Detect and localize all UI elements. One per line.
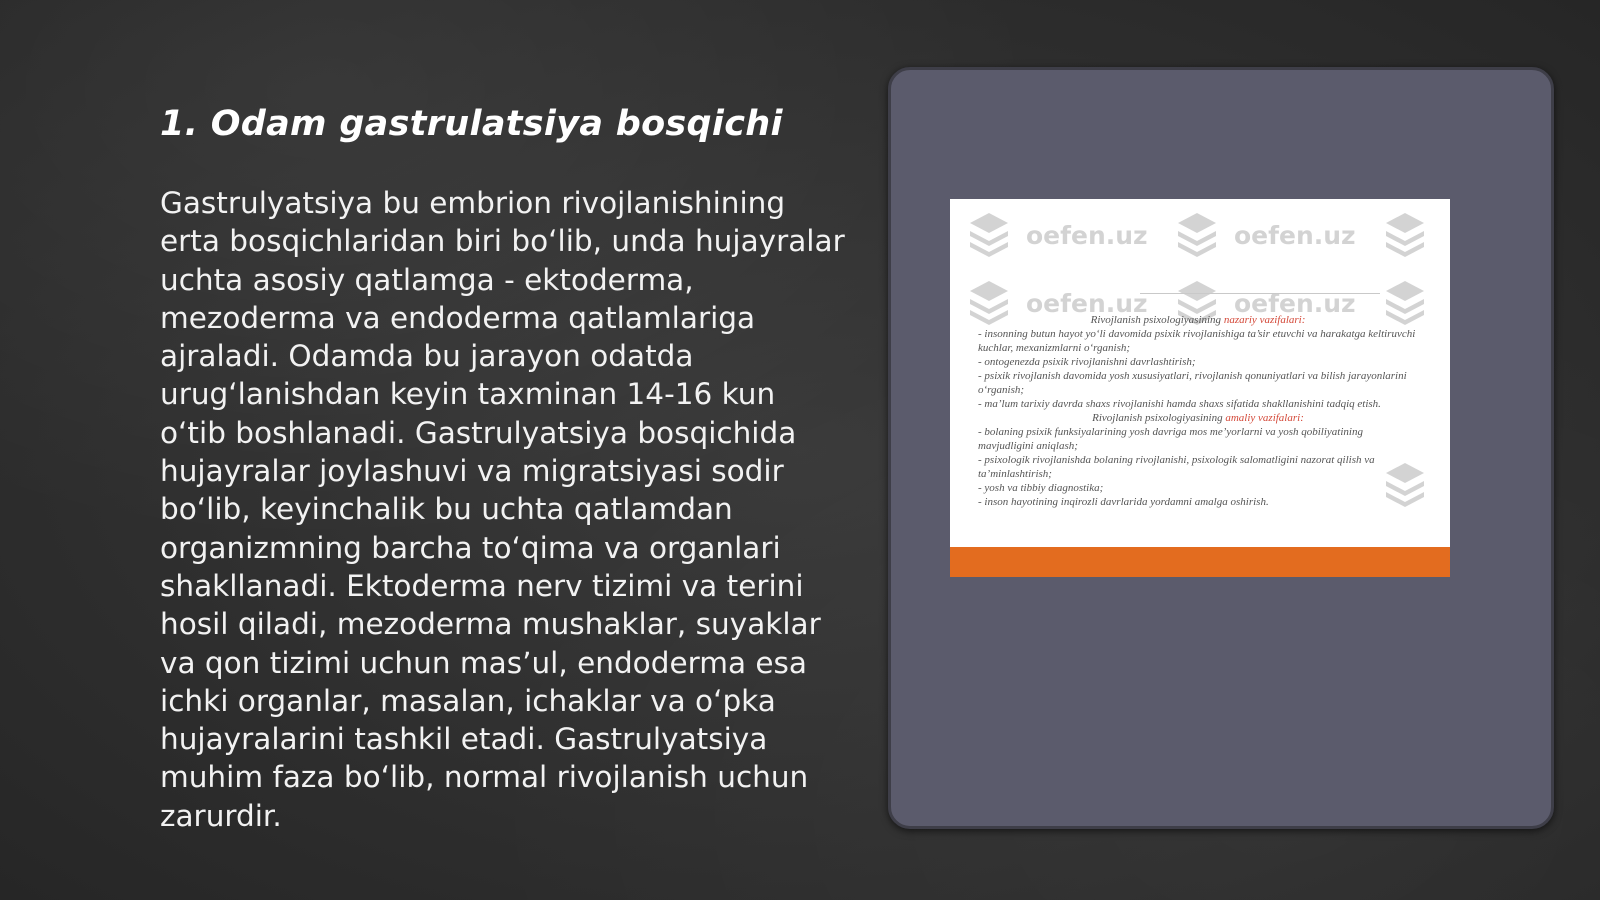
watermark-text: oefen.uz <box>1234 220 1356 250</box>
document-image <box>950 199 1450 577</box>
watermark <box>968 211 1148 259</box>
document-footer-band <box>950 547 1450 577</box>
document-line: - ma’lum tarixiy davrda shaxs rivojlanishi hamda shaxs sifatida shakllanishini tadqiq etish. <box>978 398 1381 410</box>
document-heading: Rivojlanish psixologiyasining nazariy vazifalari: <box>1090 314 1306 326</box>
document-line: - insonning butun hayot yo‘li davomida psixik rivojlanishiga ta’sir etuvchi va harakatga keltiruvchi kuchlar, mexanizmlarni o‘rganish; <box>978 328 1416 354</box>
stack-layers-icon <box>1384 211 1426 259</box>
stack-layers-icon <box>1384 461 1426 509</box>
document-line: - yosh va tibbiy diagnostika; <box>978 482 1104 494</box>
document-line: - psixik rivojlanish davomida yosh xususiyatlari, rivojlanish qonuniyatlari va bilish jarayonlarini o‘rganish; <box>978 370 1407 396</box>
slide-title: 1. Odam gastrulatsiya bosqichi <box>160 104 783 144</box>
document-heading: Rivojlanish psixologiyasining amaliy vazifalari: <box>1092 412 1304 424</box>
watermark <box>1384 461 1426 509</box>
document-line: - ontogenezda psixik rivojlanishni davrlashtirish; <box>978 356 1196 368</box>
slide-body-text: Gastrulyatsiya bu embrion rivojlanishining erta bosqichlaridan biri bo‘lib, unda hujayralar uchta asosiy qatlamga - ektoderma, mezoderma va endoderma qatlamlariga ajraladi. Odamda bu jarayon odatda urug‘lanishdan keyin taxminan 14-16 kun o‘tib boshlanadi. Gastrulyatsiya bosqichida hujayralar joylashuvi va migratsiyasi sodir bo‘lib, keyinchalik bu uchta qatlamdan organizmning barcha to‘qima va organlari shakllanadi. Ektoderma nerv tizimi va terini hosil qiladi, mezoderma mushaklar, suyaklar va qon tizimi uchun mas’ul, endoderma esa ichki organlar, masalan, ichaklar va o‘pka hujayralarini tashkil etadi. Gastrulyatsiya muhim faza bo‘lib, normal rivojlanish uchun zarurdir. <box>160 186 845 833</box>
stack-layers-icon <box>968 211 1010 259</box>
watermark-text: oefen.uz <box>1234 288 1356 318</box>
document-line: - psixologik rivojlanishda bolaning rivojlanishi, psixologik salomatligini nazorat qilish va ta’minlashtirish; <box>978 454 1375 480</box>
document-divider <box>1140 293 1380 294</box>
watermark-text: oefen.uz <box>1026 288 1148 318</box>
watermark-text: oefen.uz <box>1026 220 1148 250</box>
stack-layers-icon <box>1176 211 1218 259</box>
watermark <box>1176 211 1356 259</box>
document-line: - bolaning psixik funksiyalarining yosh davriga mos me’yorlarni va yosh qobiliyatining mavjudligini aniqlash; <box>978 426 1363 452</box>
watermark <box>1384 211 1426 259</box>
document-line: - inson hayotining inqirozli davrlarida yordamni amalga oshirish. <box>978 496 1269 508</box>
